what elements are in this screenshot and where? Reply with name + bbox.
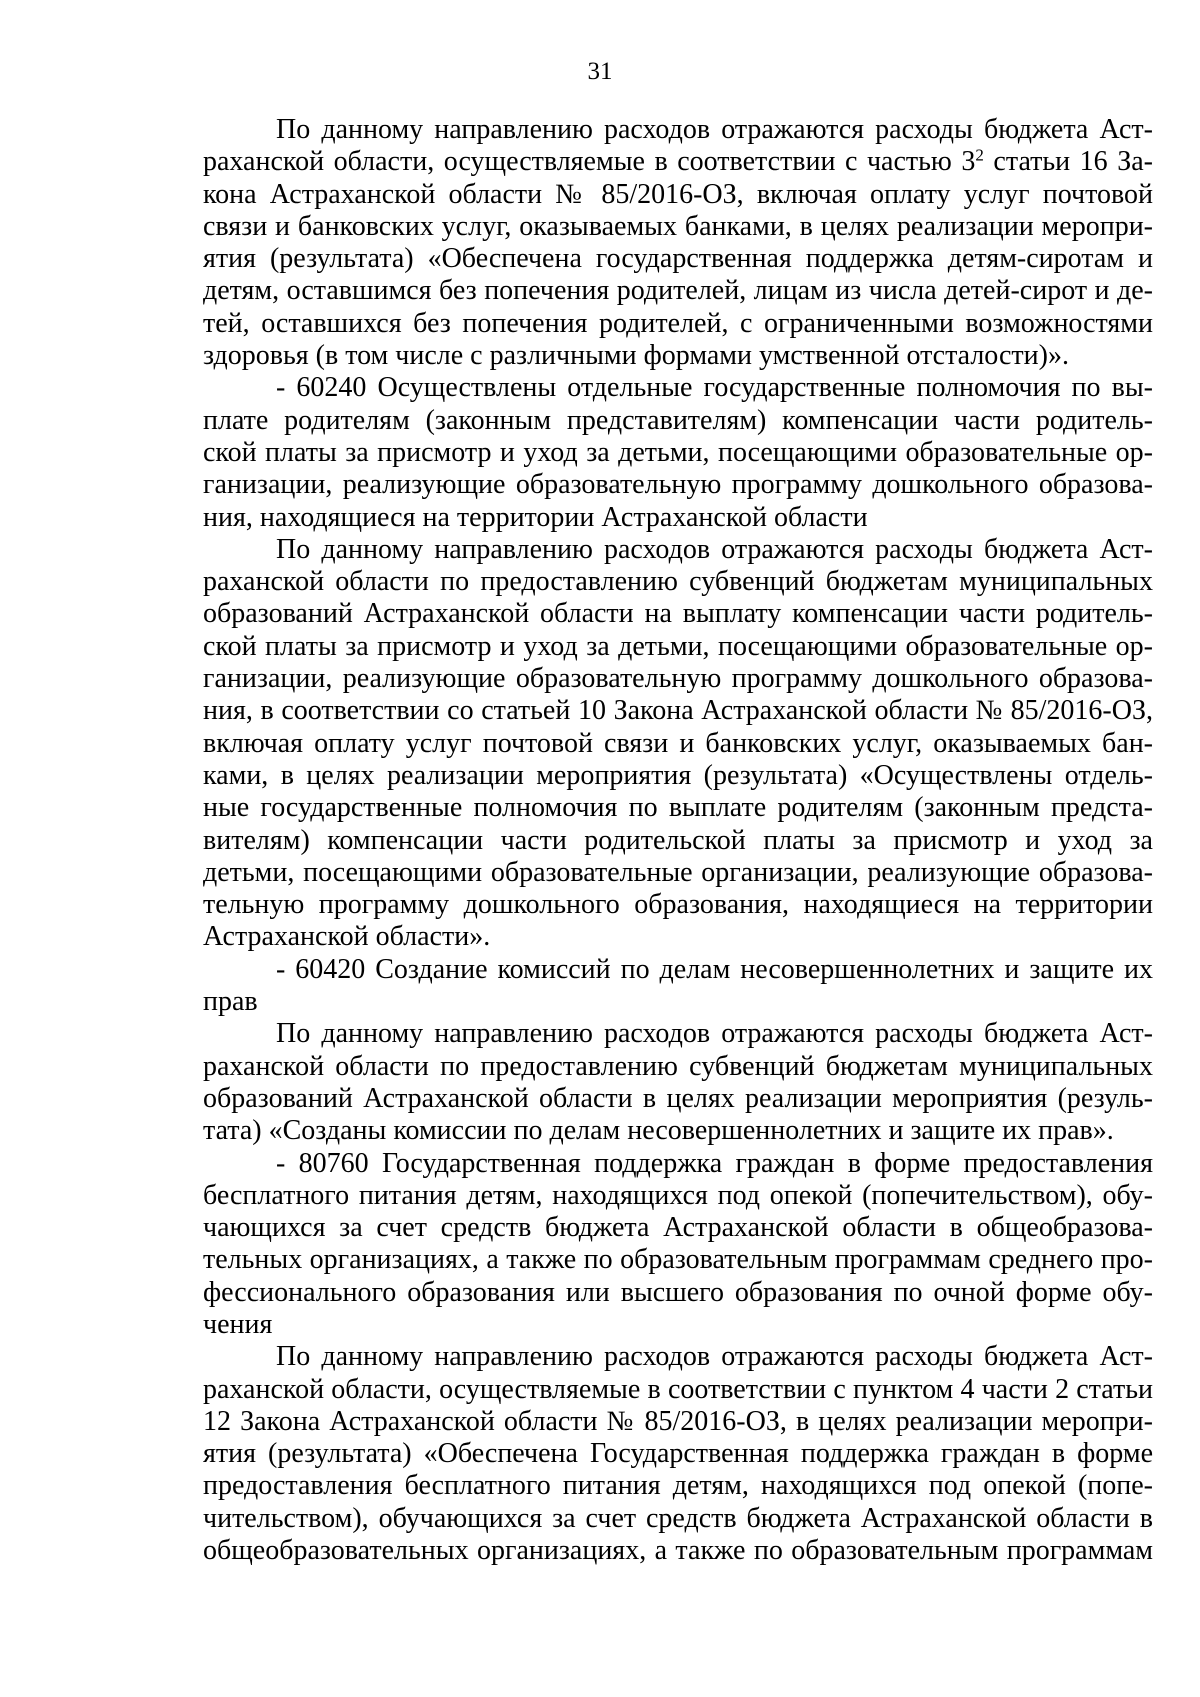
text-line: детям, оставшимся без попечения родителей, лицам из числа детей-сирот и де-: [203, 275, 1153, 307]
text-line: тата) «Созданы комиссии по делам несовершеннолетних и защите их прав».: [203, 1115, 1114, 1147]
text-line: - 60420 Создание комиссий по делам несовершеннолетних и защите их: [276, 953, 1153, 985]
text-segment: раханской области, осуществляемые в соответствии с частью 3: [203, 146, 976, 178]
text-line: раханской области по предоставлению субвенций бюджетам муниципальных: [203, 1050, 1153, 1082]
text-line: 12 Закона Астраханской области № 85/2016-ОЗ, в целях реализации меропри-: [203, 1405, 1153, 1437]
text-line: прав: [203, 986, 258, 1018]
text-line: ганизации, реализующие образовательную программу дошкольного образова-: [203, 663, 1153, 695]
text-line: образований Астраханской области в целях реализации мероприятия (резуль-: [203, 1082, 1153, 1114]
paragraph: [203, 954, 1153, 1019]
text-line: - 80760 Государственная поддержка граждан в форме предоставления: [276, 1147, 1153, 1179]
text-line: связи и банковских услуг, оказываемых банками, в целях реализации меропри-: [203, 210, 1153, 242]
text-line: ятия (результата) «Обеспечена Государственная поддержка граждан в форме: [203, 1438, 1153, 1470]
text-line: раханской области, осуществляемые в соответствии с пунктом 4 части 2 статьи: [203, 1373, 1153, 1405]
text-line: чения: [203, 1308, 273, 1340]
text-line: фессионального образования или высшего образования по очной форме обу-: [203, 1276, 1153, 1308]
text-line: ные государственные полномочия по выплате родителям (законным предста-: [203, 792, 1153, 824]
text-line: общеобразовательных организациях, а также по образовательным программам: [203, 1535, 1153, 1567]
text-line: По данному направлению расходов отражаются расходы бюджета Аст-: [276, 1341, 1153, 1373]
text-line: вителям) компенсации части родительской платы за присмотр и уход за: [203, 824, 1153, 856]
text-line: По данному направлению расходов отражаются расходы бюджета Аст-: [276, 533, 1153, 565]
text-line: ятия (результата) «Обеспечена государственная поддержка детям-сиротам и: [203, 243, 1153, 275]
text-line: бесплатного питания детям, находящихся под опекой (попечительством), обу-: [203, 1179, 1153, 1211]
text-line: включая оплату услуг почтовой связи и банковских услуг, оказываемых бан-: [203, 727, 1153, 759]
text-line: кона Астраханской области № 85/2016-ОЗ, включая оплату услуг почтовой: [203, 178, 1153, 210]
text-line: тей, оставшихся без попечения родителей, с ограниченными возможностями: [203, 307, 1153, 339]
text-segment: статьи 16 За-: [983, 146, 1154, 178]
paragraph: [203, 1341, 1153, 1567]
text-line: детьми, посещающими образовательные организации, реализующие образова-: [203, 856, 1153, 888]
text-line: ками, в целях реализации мероприятия (результата) «Осуществлены отдель-: [203, 759, 1153, 791]
text-line: тельных организациях, а также по образовательным программам среднего про-: [203, 1244, 1153, 1276]
text-line: образований Астраханской области на выплату компенсации части родитель-: [203, 598, 1153, 630]
paragraph: [203, 534, 1153, 954]
text-line: ганизации, реализующие образовательную программу дошкольного образова-: [203, 469, 1153, 501]
page-number: 31: [587, 58, 613, 85]
text-line: ния, находящиеся на территории Астраханской области: [203, 501, 868, 533]
text-line: тельную программу дошкольного образования, находящиеся на территории: [203, 889, 1153, 921]
paragraph: [203, 114, 1153, 372]
paragraph: [203, 1148, 1153, 1342]
document-body: [203, 114, 1153, 1567]
text-line: раханской области по предоставлению субвенций бюджетам муниципальных: [203, 566, 1153, 598]
text-line: ской платы за присмотр и уход за детьми, посещающими образовательные ор-: [203, 630, 1153, 662]
text-line: Астраханской области».: [203, 921, 491, 953]
text-line: предоставления бесплатного питания детям, находящихся под опекой (попе-: [203, 1470, 1153, 1502]
text-line: ния, в соответствии со статьей 10 Закона Астраханской области № 85/2016-ОЗ,: [203, 695, 1153, 727]
text-line: По данному направлению расходов отражаются расходы бюджета Аст-: [276, 114, 1153, 145]
text-line: По данному направлению расходов отражаются расходы бюджета Аст-: [276, 1018, 1153, 1050]
text-line: здоровья (в том числе с различными формами умственной отсталости)».: [203, 340, 1069, 372]
text-line: плате родителям (законным представителям) компенсации части родитель-: [203, 404, 1153, 436]
text-line: чительством), обучающихся за счет средств бюджета Астраханской области в: [203, 1502, 1153, 1534]
text-line: [203, 146, 1153, 178]
text-line: чающихся за счет средств бюджета Астраханской области в общеобразова-: [203, 1212, 1153, 1244]
paragraph: [203, 1018, 1153, 1147]
text-line: - 60240 Осуществлены отдельные государственные полномочия по вы-: [276, 372, 1153, 404]
paragraph: [203, 372, 1153, 533]
superscript: 2: [975, 145, 984, 165]
text-line: ской платы за присмотр и уход за детьми, посещающими образовательные ор-: [203, 436, 1153, 468]
